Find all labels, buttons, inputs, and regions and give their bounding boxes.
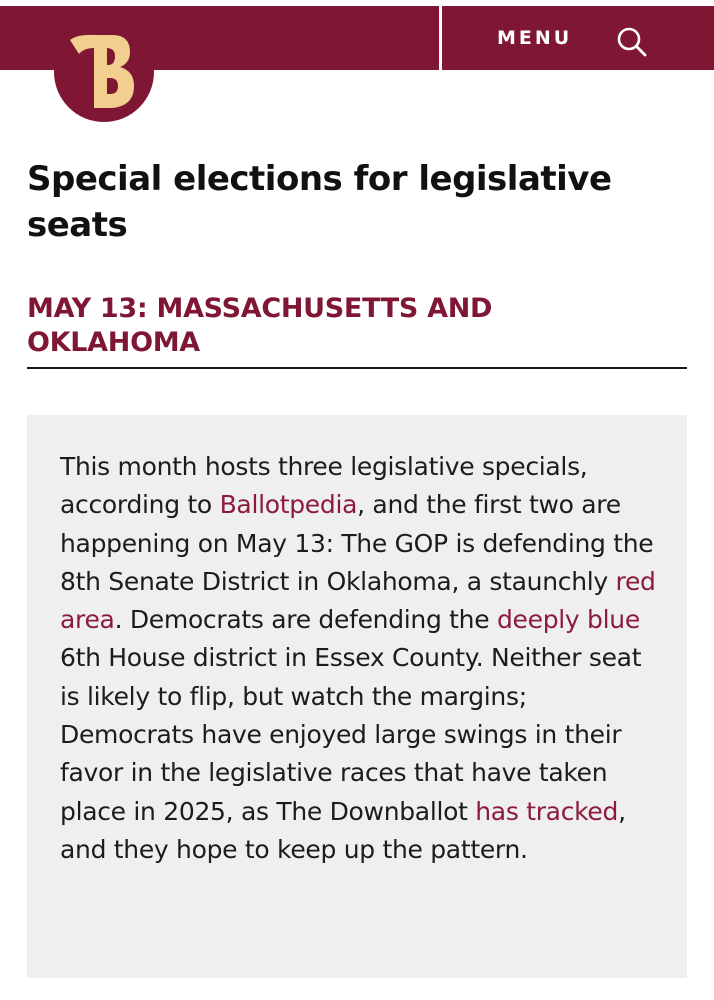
page-title: Special elections for legislative seats	[27, 159, 612, 245]
link-red-area[interactable]: red area	[60, 566, 656, 635]
link-ballotpedia[interactable]: Ballotpedia	[219, 490, 358, 520]
link-has-tracked[interactable]: has tracked	[475, 796, 619, 826]
header-divider	[439, 6, 442, 70]
text-segment: , and they hope to keep up the pattern.	[60, 796, 626, 864]
text-segment: This month hosts three legislative specials, according to	[60, 452, 588, 520]
article-paragraph	[60, 448, 660, 869]
search-icon[interactable]	[614, 24, 650, 60]
text-segment: , and the first two are happening on May 13: The GOP is defending the 8th Senate District in Oklahoma, a staunchly	[60, 490, 654, 596]
text-segment: . Democrats are defending the	[114, 605, 497, 635]
text-segment: 6th House district in Essex County. Neither seat is likely to flip, but watch the margins; Democrats have enjoyed large swings in their favor in the legislative races that have taken place in 2025, as The Downballot	[60, 643, 642, 826]
section-heading: MAY 13: MASSACHUSETTS AND OKLAHOMA	[27, 293, 493, 358]
link-deeply-blue[interactable]: deeply blue	[496, 605, 640, 635]
section-divider	[27, 367, 687, 369]
menu-button[interactable]: MENU	[497, 27, 573, 49]
site-logo[interactable]	[54, 22, 154, 122]
